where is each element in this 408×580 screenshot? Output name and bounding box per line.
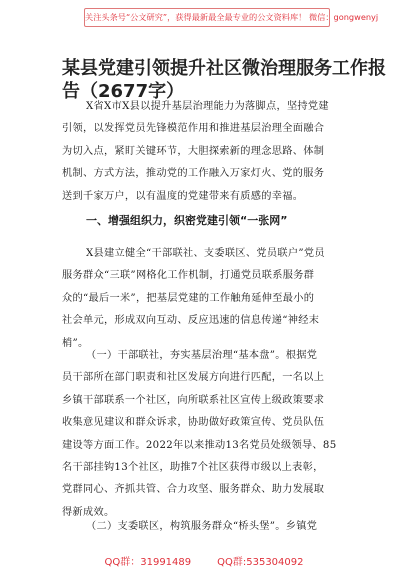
text-line: 党群同心、齐抓共管、合力攻坚、服务群众、助力发展取 [62, 484, 325, 496]
text-line: （一）干部联社，夯实基层治理“基本盘”。根据党 [86, 350, 318, 361]
promo-banner-text: 关注头条号“公文研究”，获得最新最全最专业的公文资料库！ 微信：gongwenyj [85, 12, 379, 22]
text-line: 员干部所在部门职责和社区发展方向进行匹配，一名以上 [62, 372, 325, 384]
promo-banner [84, 8, 379, 27]
text-line: 为切入点，紧盯关键环节，大胆探索新的理念思路、体制 [62, 145, 325, 157]
text-line: X省X市X县以提升基层治理能力为落脚点，坚持党建 [86, 101, 329, 112]
text-line: 服务群众“三联”网格化工作机制，打通党员联系服务群 [62, 270, 315, 282]
footer-contact [0, 553, 408, 568]
text-line: 梢”。 [62, 337, 89, 349]
qq-group-1: QQ群：31991489 [104, 557, 192, 568]
title-line: 告（2677字） [62, 81, 185, 102]
paragraph-branch-liaison [62, 516, 352, 538]
text-line: 社会单元，形成双向互动、反应迅速的信息传递“神经末 [62, 315, 320, 327]
text-line: 机制、方式方法，推动党的工作融入万家灯火、党的服务 [62, 168, 325, 180]
text-line: （二）支委联区，构筑服务群众“桥头堡”。乡镇党 [86, 521, 318, 532]
title-line: 某县党建引领提升社区微治理服务工作报 [62, 58, 386, 79]
text-line: 得新成效。 [62, 506, 115, 518]
text-line: X县建立健全“干部联社、支委联区、党员联户”党员 [86, 248, 325, 259]
paragraph-mechanism [62, 243, 352, 355]
text-line: 送到千家万户，以有温度的党建带来有质感的幸福。 [62, 190, 304, 202]
text-line: 建设等方面工作。2022年以来推动13名党员处级领导、85 [62, 439, 337, 451]
text-line: 收集意见建议和群众诉求，协助做好政策宣传、党员队伍 [62, 417, 325, 429]
qq-group-2: QQ群:535304092 [217, 557, 304, 568]
section-heading: 一、增强组织力，织密党建引领“一张网” [86, 214, 288, 227]
text-line: 众的“最后一米”，把基层党建的工作触角延伸至最小的 [62, 292, 315, 304]
paragraph-intro [62, 96, 352, 208]
text-line: 名干部挂钩13个社区，助推7个社区获得市级以上表彰， [62, 462, 324, 474]
text-line: 乡镇干部联系一个社区，向所联系社区宣传上级政策要求 [62, 394, 325, 406]
paragraph-cadre-liaison [62, 345, 352, 524]
text-line: 引领，以发挥党员先锋模范作用和推进基层治理全面融合 [62, 123, 325, 135]
